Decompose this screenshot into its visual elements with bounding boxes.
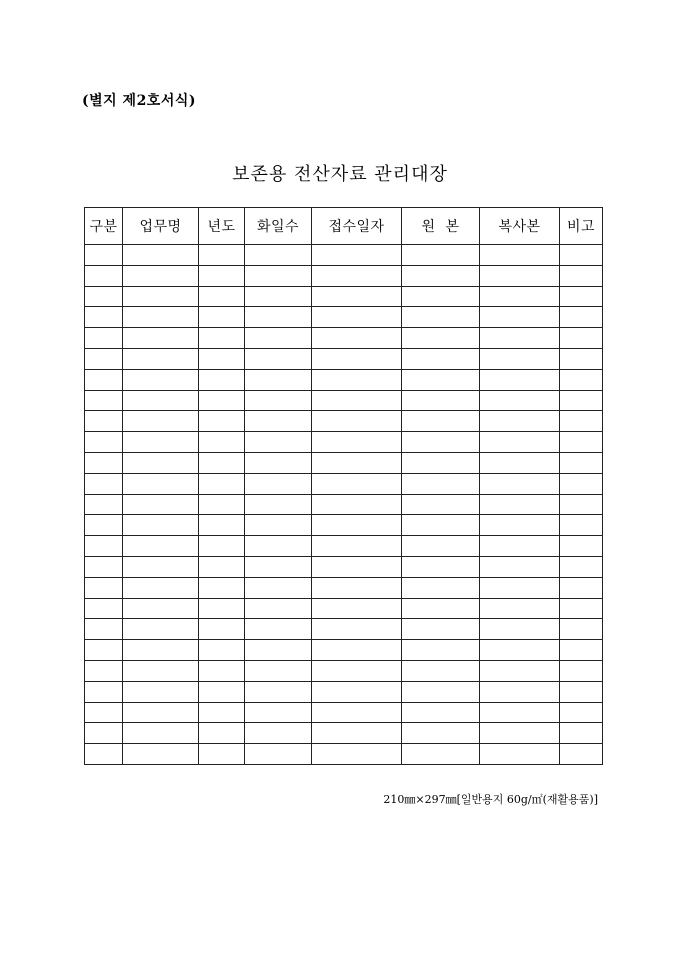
table-cell	[312, 619, 402, 640]
table-cell	[560, 494, 603, 515]
table-cell	[560, 245, 603, 266]
table-cell	[560, 598, 603, 619]
table-cell	[199, 515, 245, 536]
table-cell	[480, 536, 560, 557]
table-row	[85, 494, 603, 515]
table-cell	[312, 452, 402, 473]
document-title: 보존용 전산자료 관리대장	[232, 164, 448, 185]
table-row	[85, 723, 603, 744]
table-cell	[85, 577, 123, 598]
table-cell	[560, 348, 603, 369]
table-cell	[199, 286, 245, 307]
table-cell	[199, 702, 245, 723]
table-cell	[245, 452, 312, 473]
table-row	[85, 640, 603, 661]
table-cell	[123, 369, 199, 390]
table-row	[85, 660, 603, 681]
table-cell	[402, 452, 480, 473]
table-row	[85, 369, 603, 390]
table-row	[85, 515, 603, 536]
table-cell	[480, 411, 560, 432]
table-cell	[85, 432, 123, 453]
ledger-table	[84, 207, 603, 765]
table-cell	[312, 577, 402, 598]
column-header-original: 원 본	[402, 208, 480, 245]
table-cell	[123, 494, 199, 515]
table-cell	[85, 744, 123, 765]
table-cell	[123, 619, 199, 640]
table-cell	[480, 452, 560, 473]
table-cell	[480, 660, 560, 681]
table-cell	[560, 452, 603, 473]
column-header-copy: 복사본	[480, 208, 560, 245]
table-cell	[199, 619, 245, 640]
table-cell	[480, 328, 560, 349]
table-cell	[480, 723, 560, 744]
table-cell	[312, 640, 402, 661]
table-cell	[123, 473, 199, 494]
table-cell	[480, 744, 560, 765]
paper-spec-note: 210㎜×297㎜[일반용지 60g/㎡(재활용품)]	[383, 793, 598, 806]
table-cell	[402, 640, 480, 661]
table-cell	[245, 328, 312, 349]
table-cell	[245, 598, 312, 619]
table-cell	[85, 702, 123, 723]
table-cell	[480, 577, 560, 598]
table-cell	[245, 265, 312, 286]
table-cell	[402, 369, 480, 390]
column-header-receipt-date: 접수일자	[312, 208, 402, 245]
table-cell	[312, 494, 402, 515]
table-cell	[199, 536, 245, 557]
table-cell	[85, 660, 123, 681]
table-cell	[199, 348, 245, 369]
table-cell	[312, 473, 402, 494]
table-cell	[245, 744, 312, 765]
table-cell	[402, 619, 480, 640]
table-cell	[85, 536, 123, 557]
table-cell	[123, 245, 199, 266]
table-cell	[123, 598, 199, 619]
table-row	[85, 619, 603, 640]
table-cell	[245, 681, 312, 702]
table-cell	[199, 328, 245, 349]
table-cell	[560, 681, 603, 702]
table-row	[85, 328, 603, 349]
table-cell	[560, 411, 603, 432]
table-cell	[312, 411, 402, 432]
table-cell	[312, 265, 402, 286]
table-header-row	[85, 208, 603, 245]
table-cell	[560, 265, 603, 286]
table-row	[85, 702, 603, 723]
table-cell	[480, 681, 560, 702]
ledger-body	[85, 245, 603, 765]
table-cell	[480, 390, 560, 411]
table-cell	[245, 494, 312, 515]
table-cell	[199, 744, 245, 765]
column-header-year: 년도	[199, 208, 245, 245]
table-cell	[402, 473, 480, 494]
table-cell	[402, 702, 480, 723]
table-cell	[199, 723, 245, 744]
table-cell	[560, 390, 603, 411]
table-cell	[560, 702, 603, 723]
table-cell	[85, 515, 123, 536]
table-row	[85, 348, 603, 369]
table-cell	[560, 432, 603, 453]
table-cell	[123, 432, 199, 453]
table-cell	[312, 515, 402, 536]
table-cell	[312, 307, 402, 328]
table-row	[85, 245, 603, 266]
table-cell	[245, 660, 312, 681]
table-cell	[199, 598, 245, 619]
table-cell	[123, 744, 199, 765]
table-cell	[85, 598, 123, 619]
table-cell	[199, 681, 245, 702]
table-cell	[480, 369, 560, 390]
table-cell	[312, 681, 402, 702]
table-cell	[199, 640, 245, 661]
table-cell	[85, 494, 123, 515]
table-cell	[312, 348, 402, 369]
table-cell	[312, 556, 402, 577]
table-cell	[480, 619, 560, 640]
table-cell	[402, 307, 480, 328]
table-cell	[402, 598, 480, 619]
table-cell	[480, 348, 560, 369]
table-cell	[245, 577, 312, 598]
table-cell	[123, 307, 199, 328]
table-cell	[312, 536, 402, 557]
table-cell	[312, 328, 402, 349]
table-cell	[480, 432, 560, 453]
table-cell	[480, 494, 560, 515]
table-cell	[560, 536, 603, 557]
table-cell	[245, 536, 312, 557]
table-cell	[85, 411, 123, 432]
table-cell	[85, 723, 123, 744]
table-cell	[245, 702, 312, 723]
table-cell	[123, 265, 199, 286]
column-header-category: 구분	[85, 208, 123, 245]
form-label: (별지 제2호서식)	[82, 93, 197, 109]
table-cell	[123, 640, 199, 661]
table-cell	[85, 286, 123, 307]
table-cell	[402, 328, 480, 349]
table-cell	[312, 723, 402, 744]
table-cell	[123, 660, 199, 681]
table-cell	[245, 515, 312, 536]
table-cell	[312, 598, 402, 619]
table-cell	[480, 702, 560, 723]
table-cell	[85, 473, 123, 494]
table-cell	[402, 265, 480, 286]
table-cell	[402, 411, 480, 432]
table-cell	[402, 681, 480, 702]
table-cell	[402, 723, 480, 744]
table-cell	[85, 619, 123, 640]
table-cell	[402, 494, 480, 515]
column-header-task-name: 업무명	[123, 208, 199, 245]
table-cell	[480, 286, 560, 307]
table-cell	[245, 348, 312, 369]
table-cell	[199, 411, 245, 432]
table-cell	[312, 369, 402, 390]
table-cell	[123, 411, 199, 432]
table-cell	[245, 432, 312, 453]
table-cell	[560, 369, 603, 390]
table-cell	[245, 245, 312, 266]
table-cell	[480, 473, 560, 494]
table-cell	[199, 452, 245, 473]
table-cell	[199, 556, 245, 577]
table-cell	[560, 723, 603, 744]
table-cell	[85, 681, 123, 702]
table-cell	[312, 702, 402, 723]
table-cell	[199, 390, 245, 411]
table-cell	[199, 307, 245, 328]
table-cell	[245, 307, 312, 328]
table-cell	[560, 286, 603, 307]
table-cell	[560, 328, 603, 349]
table-cell	[402, 348, 480, 369]
table-cell	[402, 744, 480, 765]
table-cell	[199, 660, 245, 681]
table-row	[85, 390, 603, 411]
table-cell	[123, 328, 199, 349]
table-row	[85, 286, 603, 307]
table-cell	[560, 473, 603, 494]
table-cell	[312, 245, 402, 266]
table-row	[85, 473, 603, 494]
table-cell	[402, 556, 480, 577]
column-header-remarks: 비고	[560, 208, 603, 245]
table-cell	[199, 494, 245, 515]
table-cell	[85, 328, 123, 349]
table-cell	[245, 619, 312, 640]
table-row	[85, 265, 603, 286]
table-cell	[123, 515, 199, 536]
table-cell	[312, 744, 402, 765]
table-cell	[312, 432, 402, 453]
table-cell	[245, 473, 312, 494]
table-cell	[560, 744, 603, 765]
table-cell	[123, 390, 199, 411]
table-row	[85, 452, 603, 473]
table-row	[85, 598, 603, 619]
table-cell	[85, 245, 123, 266]
table-cell	[85, 556, 123, 577]
table-cell	[123, 702, 199, 723]
table-cell	[480, 598, 560, 619]
table-cell	[402, 286, 480, 307]
table-cell	[560, 660, 603, 681]
table-cell	[245, 723, 312, 744]
table-cell	[245, 390, 312, 411]
table-cell	[312, 390, 402, 411]
table-cell	[480, 556, 560, 577]
table-cell	[402, 660, 480, 681]
table-cell	[245, 369, 312, 390]
table-cell	[402, 536, 480, 557]
table-cell	[402, 577, 480, 598]
table-cell	[480, 265, 560, 286]
table-cell	[402, 245, 480, 266]
table-cell	[480, 640, 560, 661]
table-cell	[123, 723, 199, 744]
table-cell	[123, 348, 199, 369]
table-cell	[245, 411, 312, 432]
table-row	[85, 307, 603, 328]
table-cell	[85, 452, 123, 473]
table-cell	[199, 245, 245, 266]
table-cell	[560, 515, 603, 536]
table-cell	[245, 286, 312, 307]
table-row	[85, 411, 603, 432]
table-cell	[402, 432, 480, 453]
table-cell	[199, 577, 245, 598]
table-cell	[402, 515, 480, 536]
table-cell	[85, 348, 123, 369]
table-cell	[480, 245, 560, 266]
table-cell	[560, 640, 603, 661]
table-cell	[199, 432, 245, 453]
table-cell	[123, 556, 199, 577]
table-row	[85, 536, 603, 557]
table-row	[85, 681, 603, 702]
table-cell	[480, 515, 560, 536]
table-cell	[312, 286, 402, 307]
table-cell	[402, 390, 480, 411]
table-cell	[560, 577, 603, 598]
table-cell	[85, 369, 123, 390]
table-cell	[560, 556, 603, 577]
column-header-file-count: 화일수	[245, 208, 312, 245]
table-cell	[85, 265, 123, 286]
table-cell	[123, 536, 199, 557]
table-cell	[199, 265, 245, 286]
table-row	[85, 432, 603, 453]
table-cell	[123, 681, 199, 702]
table-row	[85, 556, 603, 577]
table-cell	[123, 452, 199, 473]
table-cell	[199, 473, 245, 494]
table-cell	[123, 577, 199, 598]
table-cell	[245, 640, 312, 661]
table-cell	[85, 307, 123, 328]
table-cell	[199, 369, 245, 390]
table-cell	[85, 640, 123, 661]
table-cell	[85, 390, 123, 411]
table-cell	[560, 307, 603, 328]
table-cell	[480, 307, 560, 328]
table-cell	[312, 660, 402, 681]
table-row	[85, 577, 603, 598]
table-cell	[560, 619, 603, 640]
table-row	[85, 744, 603, 765]
table-cell	[123, 286, 199, 307]
table-cell	[245, 556, 312, 577]
